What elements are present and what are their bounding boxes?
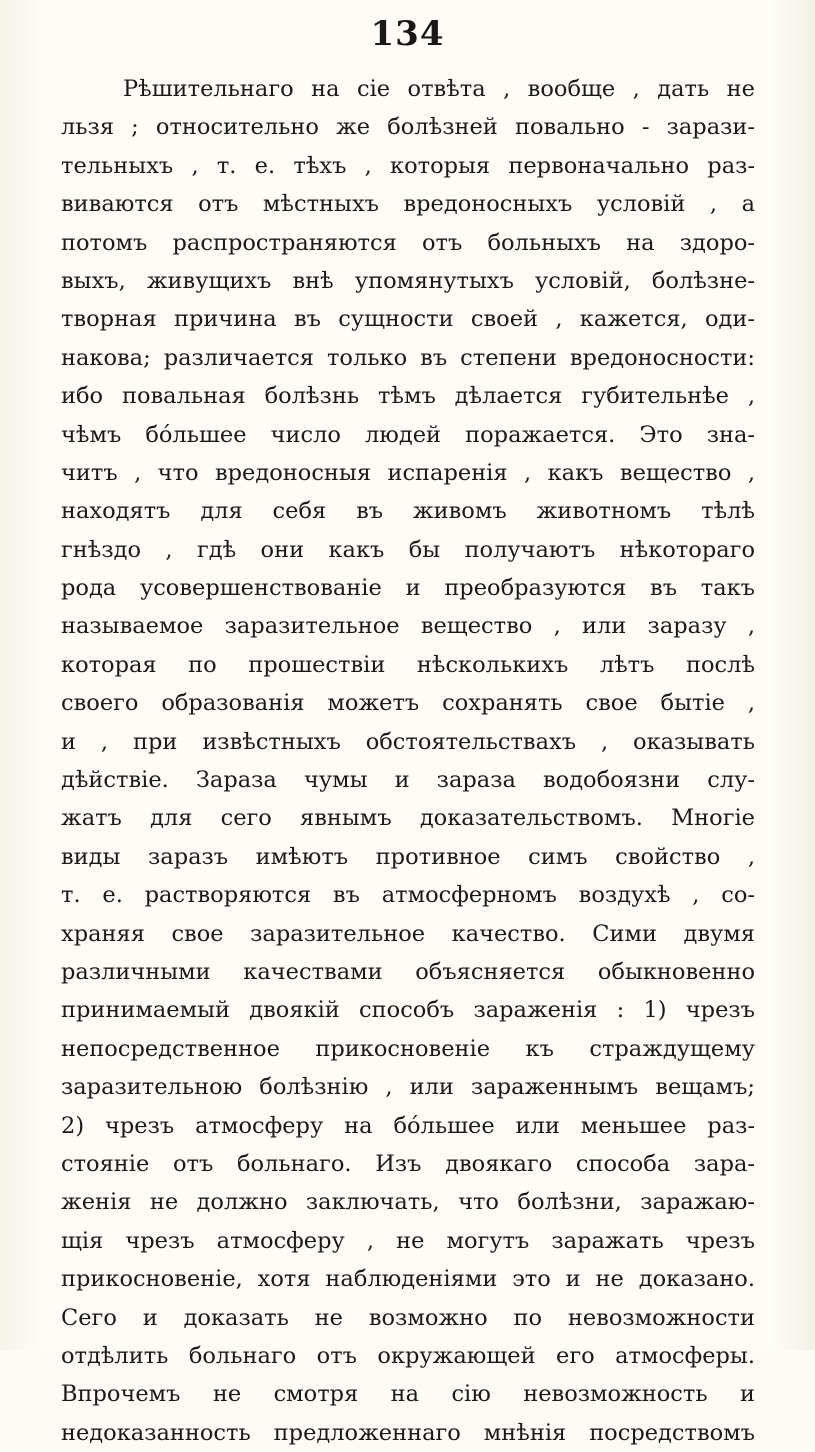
- text-line-8: накова; различается только въ степени вредоносности:: [61, 344, 755, 371]
- text-line-35: Впрочемъ не смотря на сію невозможность и: [61, 1381, 755, 1408]
- text-line-19: дѣйствіе. Зараза чумы и зараза водобоязни слу-: [61, 767, 755, 794]
- text-line-3: тельныхъ , т. е. тѣхъ , которыя первоначально раз-: [61, 152, 755, 179]
- text-line-17: своего образованія можетъ сохранять свое бытіе ,: [61, 690, 755, 717]
- text-line-7: творная причина въ сущности своей , кажется, оди-: [61, 306, 755, 333]
- text-line-31: щія чрезъ атмосферу , не могутъ заражать чрезъ: [61, 1227, 755, 1254]
- text-line-4: виваются отъ мѣстныхъ вредоносныхъ условій , а: [61, 191, 755, 218]
- text-line-6: выхъ, живущихъ внѣ упомянутыхъ условій, болѣзне-: [61, 267, 755, 294]
- text-line-28: 2) чрезъ атмосферу на бóльшее или меньшее раз-: [61, 1112, 755, 1139]
- body-text: [61, 70, 755, 1452]
- text-line-10: чѣмъ бóльшее число людей поражается. Это зна-: [61, 421, 755, 448]
- text-line-30: женія не должно заключать, что болѣзни, заражаю-: [61, 1189, 755, 1216]
- text-line-11: читъ , что вредоносныя испаренія , какъ вещество ,: [61, 459, 755, 486]
- text-line-22: т. е. растворяются въ атмосферномъ воздухѣ , со-: [61, 882, 755, 909]
- text-line-2: льзя ; относительно же болѣзней повально - зарази-: [61, 114, 755, 141]
- text-line-26: непосредственное прикосновеніе къ страждущему: [61, 1035, 755, 1062]
- text-line-12: находятъ для себя въ живомъ животномъ тѣлѣ: [61, 498, 755, 525]
- text-line-14: рода усовершенствованіе и преобразуются въ такъ: [61, 575, 755, 602]
- text-line-13: гнѣздо , гдѣ они какъ бы получаютъ нѣкотораго: [61, 536, 755, 563]
- text-line-16: которая по прошествіи нѣсколькихъ лѣтъ послѣ: [61, 651, 755, 678]
- text-line-15: называемое заразительное вещество , или заразу ,: [61, 613, 755, 640]
- text-line-24: различными качествами объясняется обыкновенно: [61, 958, 755, 985]
- text-line-1: Рѣшительнаго на сіе отвѣта , вообще , дать не: [123, 76, 755, 102]
- text-line-34: отдѣлить больнаго отъ окружающей его атмосферы.: [61, 1342, 755, 1369]
- page-number: 134: [370, 14, 445, 54]
- text-line-9: ибо повальная болѣзнь тѣмъ дѣлается губительнѣе ,: [61, 383, 755, 410]
- text-line-5: потомъ распространяются отъ больныхъ на здоро-: [61, 229, 755, 256]
- text-line-36: недоказанность предложеннаго мнѣнія посредствомъ: [61, 1419, 755, 1446]
- text-line-27: заразительною болѣзнію , или зараженнымъ вещамъ;: [61, 1074, 755, 1101]
- text-line-18: и , при извѣстныхъ обстоятельствахъ , оказывать: [61, 728, 755, 755]
- text-line-21: виды заразъ имѣютъ противное симъ свойство ,: [61, 843, 755, 870]
- text-line-29: стояніе отъ больнаго. Изъ двоякаго способа зара-: [61, 1150, 755, 1177]
- text-line-25: принимаемый двоякій способъ зараженія : 1) чрезъ: [61, 997, 755, 1024]
- text-line-32: прикосновеніе, хотя наблюденіями это и не доказано.: [61, 1266, 755, 1293]
- text-line-33: Сего и доказать не возможно по невозможности: [61, 1304, 755, 1331]
- text-line-20: жатъ для сего явнымъ доказательствомъ. Многіе: [61, 805, 755, 832]
- text-line-23: храняя свое заразительное качество. Сими двумя: [61, 920, 755, 947]
